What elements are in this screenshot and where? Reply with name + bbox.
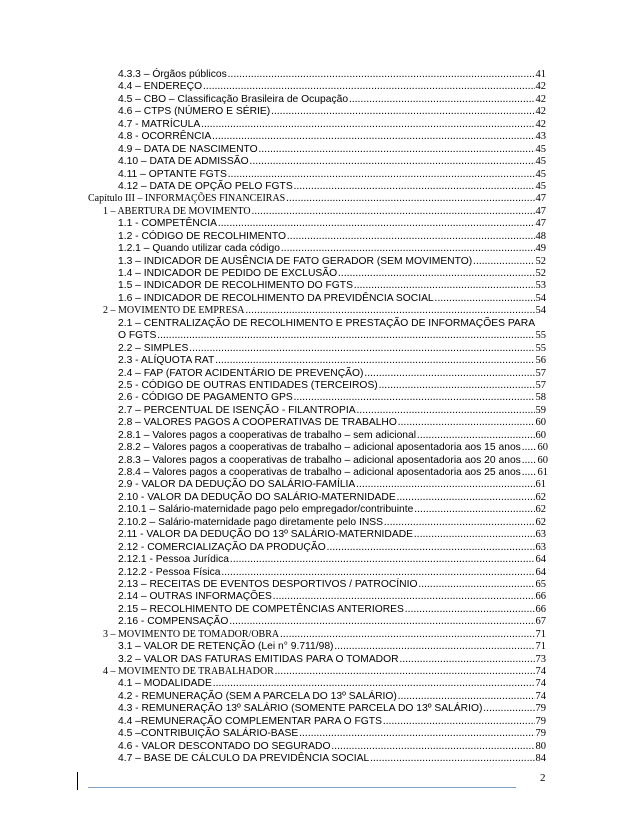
toc-entry[interactable] — [0, 604, 546, 616]
toc-entry-title: 1 – ABERTURA DE MOVIMENTO — [103, 205, 251, 217]
toc-entry-title: 4.4 – ENDEREÇO — [118, 81, 203, 93]
toc-entry[interactable] — [0, 368, 546, 380]
toc-entry-page: 42 — [535, 118, 546, 130]
toc-entry-page: 57 — [535, 367, 546, 379]
toc-dot-leader — [221, 567, 534, 579]
toc-dot-leader — [349, 94, 534, 106]
toc-entry-title: 2.10.1 – Salário-maternidade pago pelo empregador/contribuinte — [118, 504, 414, 516]
toc-entry-page: 47 — [535, 218, 546, 230]
toc-entry[interactable] — [0, 591, 546, 603]
toc-entry-page: 45 — [535, 143, 546, 155]
toc-entry-title: 2.15 – RECOLHIMENTO DE COMPETÊNCIAS ANTERIORES — [118, 603, 404, 615]
toc-entry[interactable] — [0, 579, 546, 591]
toc-entry[interactable] — [0, 641, 546, 653]
page-number: 2 — [540, 772, 546, 784]
toc-entry-page: 79 — [535, 728, 546, 740]
toc-entry-page: 54 — [535, 305, 546, 317]
toc-entry-page: 43 — [535, 131, 546, 143]
table-of-contents — [0, 69, 638, 766]
toc-entry-title: 4.6 - VALOR DESCONTADO DO SEGURADO — [118, 740, 331, 752]
toc-entry-page: 52 — [535, 255, 546, 267]
toc-entry-page: 71 — [535, 628, 546, 640]
toc-entry-title: 4.7 - MATRÍCULA — [118, 118, 201, 130]
toc-dot-leader — [384, 517, 534, 529]
toc-dot-leader — [417, 430, 534, 442]
toc-entry[interactable] — [0, 243, 546, 255]
toc-entry[interactable] — [0, 106, 546, 118]
toc-entry[interactable] — [0, 156, 546, 168]
toc-entry-page: 61 — [535, 479, 546, 491]
toc-dot-leader — [400, 654, 535, 666]
toc-dot-leader — [356, 479, 534, 491]
toc-entry-page: 56 — [535, 355, 546, 367]
toc-entry[interactable] — [0, 206, 546, 218]
toc-dot-leader — [383, 716, 535, 728]
toc-entry-title: 2.10.2 – Salário-maternidade pago diretamente pelo INSS — [118, 516, 384, 528]
toc-dot-leader — [212, 131, 534, 143]
toc-entry-title: 2.6 - CÓDIGO DE PAGAMENTO GPS — [118, 392, 293, 404]
toc-dot-leader — [215, 355, 534, 367]
toc-entry-page: 65 — [535, 578, 546, 590]
toc-entry-page: 67 — [535, 616, 546, 628]
toc-entry-title: O FGTS — [118, 330, 157, 342]
toc-entry[interactable] — [0, 430, 546, 442]
toc-entry-title: 2.10 - VALOR DA DEDUÇÃO DO SALÁRIO-MATERNIDADE — [118, 491, 396, 503]
toc-entry[interactable] — [0, 69, 546, 81]
toc-entry[interactable] — [0, 492, 546, 504]
toc-entry-page: 52 — [535, 268, 546, 279]
toc-entry-title: 2.12.2 - Pessoa Física — [118, 566, 221, 578]
toc-entry-title: 2.3 - ALÍQUOTA RAT — [118, 355, 215, 367]
toc-entry[interactable] — [0, 330, 546, 342]
toc-entry-title: 1.2.1 – Quando utilizar cada código — [118, 243, 281, 255]
toc-dot-leader — [203, 81, 534, 93]
toc-entry-page: 48 — [535, 230, 546, 242]
toc-entry[interactable] — [0, 753, 546, 765]
toc-dot-leader — [259, 144, 535, 156]
toc-entry-page: 60 — [537, 454, 548, 466]
toc-entry[interactable] — [0, 703, 546, 715]
toc-dot-leader — [522, 442, 537, 454]
toc-dot-leader — [483, 703, 534, 715]
toc-entry-page: 66 — [535, 591, 546, 603]
toc-entry-title: 2.8.1 – Valores pagos a cooperativas de trabalho – sem adicional — [118, 429, 417, 441]
toc-entry-title: 2.4 – FAP (FATOR ACIDENTÁRIO DE PREVENÇÃO) — [118, 367, 364, 379]
toc-dot-leader — [418, 579, 534, 591]
toc-entry-page: 47 — [535, 193, 546, 205]
toc-dot-leader — [405, 604, 535, 616]
toc-entry-title: 4.8 - OCORRÊNCIA — [118, 131, 212, 143]
toc-entry-title: 1.2 - CÓDIGO DE RECOLHIMENTO — [118, 230, 287, 242]
toc-entry[interactable] — [0, 305, 546, 317]
toc-entry[interactable] — [0, 467, 548, 479]
toc-entry-page: 74 — [535, 690, 546, 702]
toc-dot-leader — [229, 616, 534, 628]
toc-dot-leader — [273, 591, 535, 603]
toc-entry-title: Capítulo III – INFORMAÇÕES FINANCEIRAS — [88, 193, 286, 205]
toc-entry[interactable] — [0, 517, 546, 529]
toc-entry-page: 60 — [537, 442, 548, 454]
toc-entry[interactable] — [0, 193, 546, 205]
toc-entry-page: 60 — [535, 417, 546, 429]
toc-entry[interactable] — [0, 629, 546, 641]
toc-dot-leader — [271, 106, 534, 118]
toc-dot-leader — [335, 641, 535, 653]
toc-dot-leader — [414, 504, 534, 516]
toc-dot-leader — [218, 218, 535, 230]
toc-entry-page: 57 — [535, 379, 546, 391]
toc-entry[interactable] — [0, 293, 546, 305]
toc-entry[interactable] — [0, 94, 546, 106]
toc-entry[interactable] — [0, 392, 546, 404]
toc-entry-title: 2.16 - COMPENSAÇÃO — [118, 616, 229, 628]
toc-entry-page: 59 — [535, 404, 546, 416]
toc-entry-page: 79 — [535, 703, 546, 715]
toc-entry-page: 42 — [535, 93, 546, 105]
toc-entry-page: 45 — [535, 156, 546, 168]
toc-entry[interactable] — [0, 343, 546, 355]
toc-dot-leader — [287, 231, 534, 243]
toc-dot-leader — [370, 753, 534, 765]
toc-entry[interactable] — [0, 119, 546, 131]
toc-entry[interactable] — [0, 554, 546, 566]
toc-entry-page: 42 — [535, 106, 546, 118]
toc-dot-leader — [299, 728, 534, 740]
toc-entry-title: 2.8 – VALORES PAGOS A COOPERATIVAS DE TRABALHO — [118, 417, 397, 429]
toc-entry-title: 3.2 – VALOR DAS FATURAS EMITIDAS PARA O TOMADOR — [118, 653, 399, 665]
toc-entry-title: 4.3.3 – Órgãos públicos — [118, 69, 227, 80]
footer-vertical-rule — [77, 772, 78, 790]
toc-dot-leader — [473, 256, 534, 268]
toc-entry-page: 45 — [535, 168, 546, 180]
toc-entry-page: 49 — [535, 243, 546, 255]
toc-entry-page: 79 — [535, 715, 546, 727]
toc-entry-page: 64 — [535, 554, 546, 566]
toc-entry[interactable] — [0, 529, 546, 541]
toc-dot-leader — [275, 666, 535, 678]
toc-entry-title: 4.3 - REMUNERAÇÃO 13º SALÁRIO (SOMENTE PARCELA DO 13º SALÁRIO) — [118, 703, 483, 715]
toc-entry[interactable] — [0, 405, 546, 417]
toc-dot-leader — [280, 629, 534, 641]
toc-dot-leader — [398, 691, 535, 703]
toc-entry[interactable] — [0, 231, 546, 243]
toc-entry-page: 84 — [535, 753, 546, 765]
footer-rule — [88, 787, 516, 788]
toc-entry[interactable] — [0, 268, 546, 280]
toc-dot-leader — [230, 554, 534, 566]
toc-dot-leader — [294, 392, 535, 404]
toc-entry[interactable] — [0, 417, 546, 429]
toc-entry-page: 74 — [535, 666, 546, 677]
toc-entry-title: 2.11 - VALOR DA DEDUÇÃO DO 13º SALÁRIO-MATERNIDADE — [118, 529, 414, 541]
toc-entry-title: 4.5 – CBO – Classificação Brasileira de Ocupação — [118, 93, 349, 105]
toc-entry-title: 1.6 – INDICADOR DE RECOLHIMENTO DA PREVIDÊNCIA SOCIAL — [118, 292, 434, 304]
toc-entry[interactable] — [0, 455, 548, 467]
toc-dot-leader — [228, 69, 535, 81]
toc-entry-page: 47 — [535, 205, 546, 217]
toc-dot-leader — [281, 243, 534, 255]
toc-dot-leader — [331, 741, 534, 753]
toc-entry-page: 63 — [535, 529, 546, 541]
toc-entry-title: 4.1 – MODALIDADE — [118, 678, 212, 690]
toc-entry[interactable] — [0, 131, 546, 143]
toc-entry-page: 53 — [535, 280, 546, 292]
toc-entry[interactable] — [0, 728, 546, 740]
toc-dot-leader — [364, 368, 534, 380]
toc-entry[interactable] — [0, 181, 546, 193]
toc-entry-title: 2.8.4 – Valores pagos a cooperativas de trabalho – adicional aposentadoria aos 25 anos — [118, 467, 521, 478]
toc-entry-page: 45 — [535, 180, 546, 192]
toc-entry-title: 2.7 – PERCENTUAL DE ISENÇÃO - FILANTROPIA — [118, 404, 356, 416]
toc-entry-title: 3.1 – VALOR DE RETENÇÃO (Lei n° 9.711/98) — [118, 641, 334, 653]
toc-entry-title: 4.5 –CONTRIBUIÇÃO SALÁRIO-BASE — [118, 728, 299, 740]
toc-entry-page: 62 — [535, 504, 546, 516]
toc-entry-title: 2 – MOVIMENTO DE EMPRESA — [103, 305, 245, 317]
toc-entry-title: 2.2 – SIMPLES — [118, 342, 189, 354]
toc-entry[interactable] — [0, 666, 546, 678]
toc-dot-leader — [201, 119, 534, 131]
toc-dot-leader — [252, 206, 535, 218]
toc-dot-leader — [228, 169, 535, 181]
toc-dot-leader — [246, 305, 535, 317]
toc-entry-title: 2.12 - COMERCIALIZAÇÃO DA PRODUÇÃO — [118, 541, 326, 553]
toc-dot-leader — [414, 529, 534, 541]
toc-dot-leader — [379, 380, 535, 392]
toc-entry[interactable] — [0, 678, 546, 690]
toc-entry[interactable] — [0, 691, 546, 703]
toc-dot-leader — [522, 455, 537, 467]
toc-entry[interactable] — [0, 442, 548, 454]
toc-entry-continued-title[interactable]: 2.1 – CENTRALIZAÇÃO DE RECOLHIMENTO E PRESTAÇÃO DE INFORMAÇÕES PARA — [118, 317, 536, 329]
toc-entry[interactable] — [0, 169, 546, 181]
toc-entry-page: 71 — [535, 641, 546, 653]
toc-entry-page: 62 — [535, 516, 546, 528]
toc-entry-title: 2.14 – OUTRAS INFORMAÇÕES — [118, 591, 272, 603]
toc-entry-page: 63 — [535, 541, 546, 553]
toc-entry-page: 64 — [535, 566, 546, 578]
toc-dot-leader — [327, 542, 535, 554]
toc-entry-title: 4.7 – BASE DE CÁLCULO DA PREVIDÊNCIA SOCIAL — [118, 753, 370, 765]
toc-entry[interactable] — [0, 654, 546, 666]
toc-dot-leader — [157, 330, 534, 342]
toc-dot-leader — [189, 343, 534, 355]
toc-entry[interactable] — [0, 542, 546, 554]
toc-entry-title: 3 – MOVIMENTO DE TOMADOR/OBRA — [103, 628, 280, 640]
toc-entry-title: 1.5 – INDICADOR DE RECOLHIMENTO DO FGTS — [118, 280, 353, 292]
toc-entry-title: 2.9 - VALOR DA DEDUÇÃO DO SALÁRIO-FAMÍLIA — [118, 479, 356, 491]
toc-entry-title: 2.5 - CÓDIGO DE OUTRAS ENTIDADES (TERCEIROS) — [118, 379, 378, 391]
toc-entry-title: 1.1 - COMPETÊNCIA — [118, 218, 217, 230]
toc-entry-title: 4.9 – DATA DE NASCIMENTO — [118, 143, 258, 155]
toc-dot-leader — [250, 156, 535, 168]
toc-entry[interactable] — [0, 280, 546, 292]
toc-entry-title: 2.8.2 – Valores pagos a cooperativas de trabalho – adicional aposentadoria aos 15 anos — [118, 442, 521, 454]
toc-dot-leader — [294, 181, 535, 193]
toc-entry-page: 60 — [535, 429, 546, 441]
toc-entry[interactable] — [0, 81, 546, 93]
toc-entry[interactable] — [0, 716, 546, 728]
toc-dot-leader — [213, 678, 535, 690]
toc-entry[interactable] — [0, 380, 546, 392]
toc-entry[interactable] — [0, 218, 546, 230]
toc-entry-page: 58 — [535, 392, 546, 404]
toc-dot-leader — [338, 268, 534, 280]
toc-dot-leader — [522, 467, 537, 479]
toc-entry[interactable] — [0, 479, 546, 491]
toc-dot-leader — [286, 193, 534, 205]
toc-entry-page: 62 — [535, 491, 546, 503]
toc-entry-title: 2.8.3 – Valores pagos a cooperativas de trabalho – adicional aposentadoria aos 20 anos — [118, 454, 521, 466]
toc-entry-title: 1.3 – INDICADOR DE AUSÊNCIA DE FATO GERADOR (SEM MOVIMENTO) — [118, 255, 473, 267]
toc-entry-title: 2.12.1 - Pessoa Jurídica — [118, 554, 230, 566]
toc-dot-leader — [397, 492, 535, 504]
toc-entry-title: 1.4 – INDICADOR DE PEDIDO DE EXCLUSÃO — [118, 268, 338, 279]
toc-entry-page: 74 — [535, 678, 546, 690]
toc-entry-title: 4.2 - REMUNERAÇÃO (SEM A PARCELA DO 13º SALÁRIO) — [118, 690, 397, 702]
toc-dot-leader — [435, 293, 535, 305]
toc-entry-page: 66 — [535, 603, 546, 615]
toc-entry-title: 4.6 – CTPS (NÚMERO E SÉRIE) — [118, 106, 271, 118]
toc-entry-title: 4.11 – OPTANTE FGTS — [118, 168, 227, 180]
toc-entry[interactable] — [0, 567, 546, 579]
toc-entry-page: 73 — [535, 653, 546, 665]
toc-dot-leader — [357, 405, 535, 417]
toc-entry[interactable] — [0, 504, 546, 516]
toc-entry[interactable] — [0, 256, 546, 268]
toc-entry-title: 4.10 – DATA DE ADMISSÃO — [118, 156, 249, 168]
toc-dot-leader — [354, 280, 535, 292]
toc-entry-title: 4.12 – DATA DE OPÇÃO PELO FGTS — [118, 180, 293, 192]
toc-entry-page: 41 — [535, 69, 546, 80]
toc-entry[interactable] — [0, 144, 546, 156]
toc-entry[interactable] — [0, 355, 546, 367]
toc-entry-title: 2.13 – RECEITAS DE EVENTOS DESPORTIVOS / PATROCÍNIO — [118, 578, 418, 590]
toc-entry-page: 54 — [535, 292, 546, 304]
toc-entry-page: 55 — [535, 342, 546, 354]
toc-dot-leader — [398, 417, 535, 429]
toc-entry[interactable] — [0, 616, 546, 628]
toc-entry-page: 61 — [537, 467, 548, 478]
toc-entry-title: 4.4 –REMUNERAÇÃO COMPLEMENTAR PARA O FGTS — [118, 715, 382, 727]
toc-entry-title: 4 – MOVIMENTO DE TRABALHADOR — [103, 666, 274, 677]
toc-entry[interactable] — [0, 741, 546, 753]
toc-entry-page: 42 — [535, 81, 546, 93]
toc-entry-page: 80 — [535, 740, 546, 752]
toc-entry-page: 55 — [535, 330, 546, 342]
